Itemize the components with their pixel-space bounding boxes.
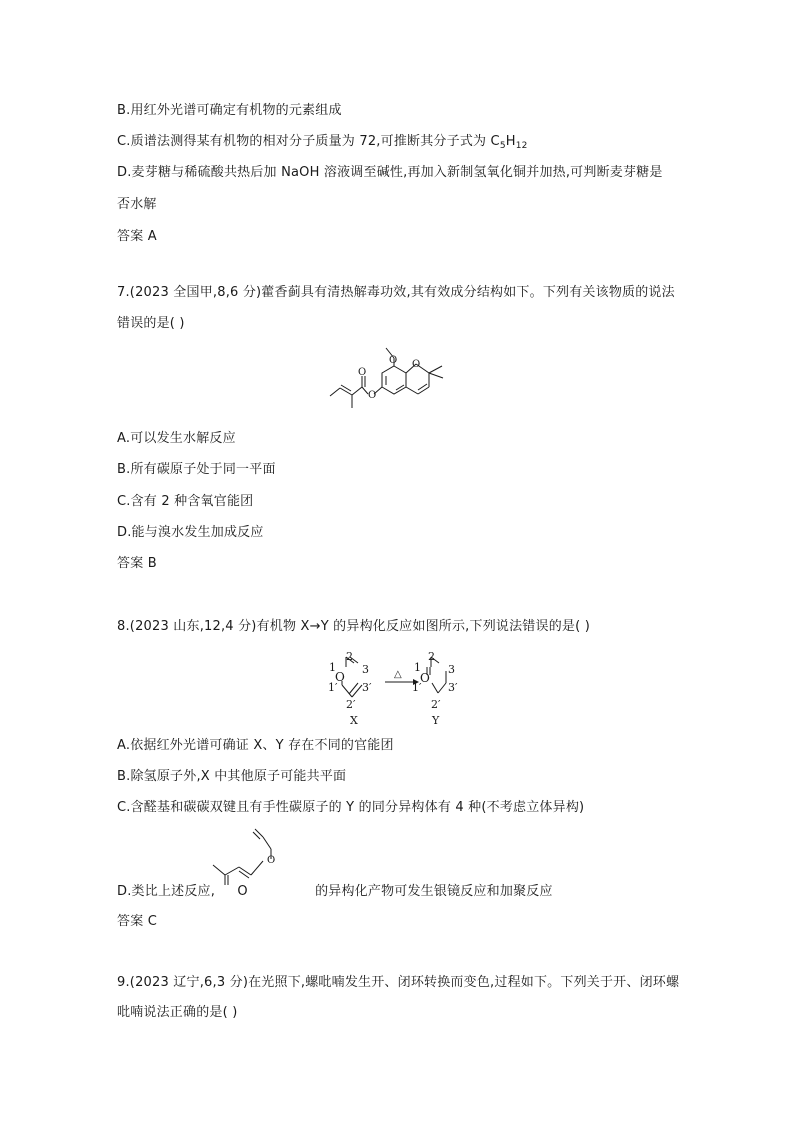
q6-option-c-sub2: 12 bbox=[515, 141, 528, 151]
q7-stem-line1: 7.(2023 全国甲,8,6 分)藿香蓟具有清热解毒功效,其有效成分结构如下。下列有关该物质的说法 bbox=[117, 285, 675, 300]
q8-x-num-2p: 2′ bbox=[346, 698, 356, 711]
q8-option-d-oxygen: O bbox=[237, 884, 248, 899]
q7-ester-oxygen: O bbox=[368, 390, 377, 401]
q6-answer: 答案 A bbox=[117, 229, 157, 244]
q8-x-num-3: 3 bbox=[362, 663, 369, 676]
q8-x-num-3p: 3′ bbox=[362, 681, 372, 694]
q9-stem-line1: 9.(2023 辽宁,6,3 分)在光照下,螺吡喃发生开、闭环转换而变色,过程如下。下列关于开、闭环螺 bbox=[117, 975, 680, 990]
q8-y-num-2p: 2′ bbox=[431, 698, 441, 711]
q7-stem-line2: 错误的是( ) bbox=[117, 316, 185, 331]
q8-stem: 8.(2023 山东,12,4 分)有机物 X→Y 的异构化反应如图所示,下列说法错误的是( ) bbox=[117, 619, 590, 634]
q7-pyran-oxygen: O bbox=[412, 359, 421, 370]
q6-option-d-line1: D.麦芽糖与稀硫酸共热后加 NaOH 溶液调至碱性,再加入新制氢氧化铜并加热,可判断麦芽糖是 bbox=[117, 165, 663, 180]
q7-option-d: D.能与溴水发生加成反应 bbox=[117, 525, 264, 540]
q8-reaction-scheme bbox=[328, 645, 468, 730]
q8-x-num-1: 1 bbox=[329, 661, 336, 674]
q6-option-c-text: C.质谱法测得某有机物的相对分子质量为 72,可推断其分子式为 C bbox=[117, 134, 500, 149]
q8-y-num-3p: 3′ bbox=[448, 681, 458, 694]
q7-option-a: A.可以发生水解反应 bbox=[117, 431, 236, 446]
q6-option-b: B.用红外光谱可确定有机物的元素组成 bbox=[117, 103, 342, 118]
q8-option-d-post: 的异构化产物可发生银镜反应和加聚反应 bbox=[315, 884, 553, 899]
q8-option-c: C.含醛基和碳碳双键且有手性碳原子的 Y 的同分异构体有 4 种(不考虑立体异构) bbox=[117, 800, 585, 815]
q8-y-num-1p: 1′ bbox=[412, 681, 422, 694]
q8-y-oxygen: O bbox=[420, 671, 430, 685]
q6-option-c bbox=[117, 134, 528, 154]
q8-answer: 答案 C bbox=[117, 914, 158, 929]
q7-carbonyl-oxygen: O bbox=[358, 367, 367, 378]
q7-methoxy-oxygen: O bbox=[389, 355, 398, 366]
q7-option-b: B.所有碳原子处于同一平面 bbox=[117, 462, 276, 477]
q8-x-label: X bbox=[350, 714, 358, 727]
q7-option-c: C.含有 2 种含氧官能团 bbox=[117, 494, 254, 509]
q8-y-label: Y bbox=[432, 714, 440, 727]
q8-y-num-1: 1 bbox=[414, 661, 421, 674]
q8-option-d bbox=[117, 884, 553, 900]
q8-option-d-pre: D.类比上述反应, bbox=[117, 884, 216, 899]
q7-answer: 答案 B bbox=[117, 556, 157, 571]
q8-x-num-2: 2 bbox=[346, 650, 353, 663]
q8-d-ether-oxygen: O bbox=[267, 855, 276, 866]
q8-y-num-3: 3 bbox=[448, 663, 455, 676]
q6-option-c-sub1: 5 bbox=[499, 141, 506, 151]
q8-option-b: B.除氢原子外,X 中其他原子可能共平面 bbox=[117, 769, 347, 784]
q6-option-d-line2: 否水解 bbox=[117, 197, 157, 212]
q9-stem-line2: 吡喃说法正确的是( ) bbox=[117, 1005, 238, 1020]
q8-x-num-1p: 1′ bbox=[328, 681, 338, 694]
q8-heat-symbol: △ bbox=[394, 669, 402, 680]
q8-x-oxygen: O bbox=[335, 670, 345, 684]
q7-structure-diagram bbox=[326, 340, 476, 420]
q8-y-num-2: 2 bbox=[428, 650, 435, 663]
q6-option-c-h: H bbox=[505, 134, 516, 149]
q8-option-a: A.依据红外光谱可确证 X、Y 存在不同的官能团 bbox=[117, 738, 394, 753]
